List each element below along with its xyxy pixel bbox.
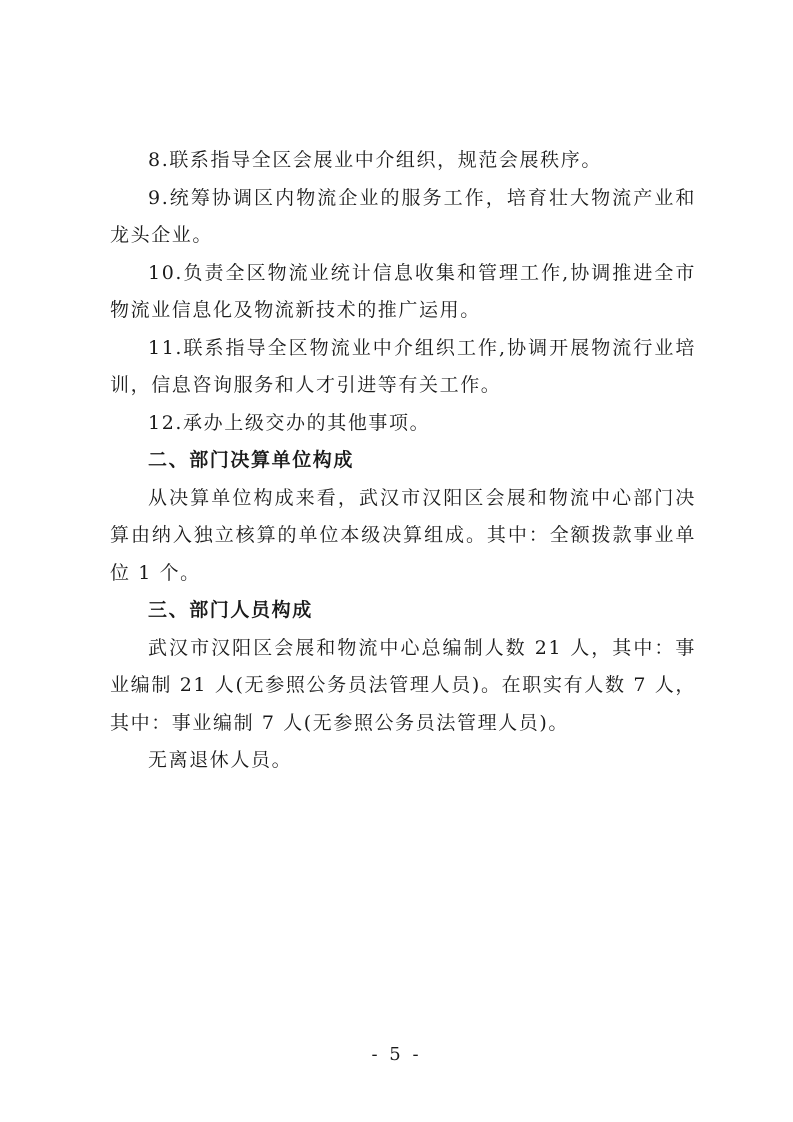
document-body: [110, 142, 696, 780]
section-heading-staff-composition: 三、部门人员构成: [148, 599, 313, 621]
section-heading-unit-composition: 二、部门决算单位构成: [148, 449, 355, 471]
paragraph-item-10: 10.负责全区物流业统计信息收集和管理工作,协调推进全市物流业信息化及物流新技术的推广运用。: [110, 261, 696, 321]
page-number: - 5 -: [371, 1044, 422, 1065]
paragraph-item-9: 9.统筹协调区内物流企业的服务工作，培育壮大物流产业和龙头企业。: [110, 186, 696, 246]
paragraph-item-12: 12.承办上级交办的其他事项。: [148, 411, 431, 434]
paragraph-staff-composition: 武汉市汉阳区会展和物流中心总编制人数 21 人，其中：事业编制 21 人(无参照公务员法管理人员)。在职实有人数 7 人，其中：事业编制 7 人(无参照公务员法管理人员)。: [110, 636, 696, 734]
paragraph-retirees: 无离退休人员。: [148, 749, 293, 771]
paragraph-item-11: 11.联系指导全区物流业中介组织工作,协调开展物流行业培训，信息咨询服务和人才引进等有关工作。: [110, 336, 696, 396]
paragraph-unit-composition: 从决算单位构成来看，武汉市汉阳区会展和物流中心部门决算由纳入独立核算的单位本级决算组成。其中：全额拨款事业单位 1 个。: [110, 486, 696, 584]
paragraph-item-8: 8.联系指导全区会展业中介组织，规范会展秩序。: [148, 149, 602, 171]
